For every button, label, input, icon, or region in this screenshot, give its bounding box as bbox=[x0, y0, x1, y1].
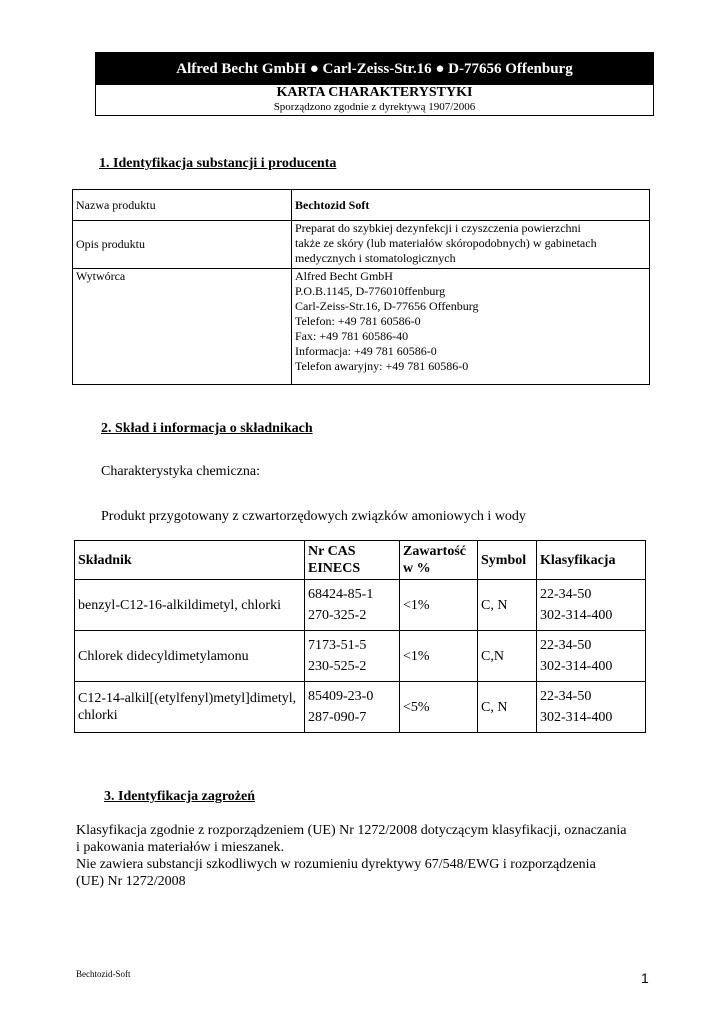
symbol-cell: C, N bbox=[478, 580, 537, 631]
classification-cell bbox=[537, 580, 646, 631]
product-name-value: Bechtozid Soft bbox=[292, 190, 650, 221]
cas-cell bbox=[305, 631, 400, 682]
component-cell: Chlorek didecyldimetylamonu bbox=[75, 631, 305, 682]
classification-line: 302-314-400 bbox=[540, 659, 613, 674]
table-row bbox=[73, 269, 650, 385]
cas-number: 85409-23-0 bbox=[308, 689, 374, 704]
manufacturer-line: Informacja: +49 781 60586-0 bbox=[295, 344, 437, 358]
manufacturer-value bbox=[292, 269, 650, 385]
document-header bbox=[95, 52, 654, 116]
table-header-row bbox=[75, 541, 646, 580]
hazard-identification-text bbox=[76, 822, 676, 890]
product-description-label: Opis produktu bbox=[73, 221, 292, 269]
symbol-cell: C,N bbox=[478, 631, 537, 682]
classification-cell bbox=[537, 682, 646, 733]
header-title: KARTA CHARAKTERYSTYKI bbox=[276, 85, 473, 100]
section-2-title: 2. Skład i informacja o składnikach bbox=[101, 421, 313, 436]
hazard-line: i pakowania materiałów i mieszanek. bbox=[76, 840, 284, 855]
hazard-line: (UE) Nr 1272/2008 bbox=[76, 874, 186, 889]
einecs-number: 230-525-2 bbox=[308, 659, 367, 674]
header-content-unit: w % bbox=[403, 561, 431, 576]
classification-line: 22-34-50 bbox=[540, 587, 592, 602]
hazard-line: Nie zawiera substancji szkodliwych w rozumieniu dyrektywy 67/548/EWG i rozporządzenia bbox=[76, 857, 596, 872]
section-1-title: 1. Identyfikacja substancji i producenta bbox=[99, 156, 337, 171]
header-classification: Klasyfikacja bbox=[537, 541, 646, 580]
header-content bbox=[400, 541, 478, 580]
table-row bbox=[75, 631, 646, 682]
classification-line: 302-314-400 bbox=[540, 710, 613, 725]
cas-cell bbox=[305, 580, 400, 631]
description-line: także ze skóry (lub materiałów skóropodobnych) w gabinetach bbox=[295, 236, 597, 250]
page-number: 1 bbox=[641, 970, 649, 986]
product-identification-table bbox=[72, 189, 650, 385]
header-cas-line: Nr CAS bbox=[308, 544, 356, 559]
manufacturer-line: Fax: +49 781 60586-40 bbox=[295, 329, 409, 343]
composition-description: Produkt przygotowany z czwartorzędowych związków amoniowych i wody bbox=[101, 509, 526, 524]
header-einecs-line: EINECS bbox=[308, 561, 361, 576]
manufacturer-line: Telefon: +49 781 60586-0 bbox=[295, 314, 421, 328]
table-row bbox=[73, 190, 650, 221]
classification-line: 22-34-50 bbox=[540, 689, 592, 704]
header-cas bbox=[305, 541, 400, 580]
header-content-line: Zawartość bbox=[403, 544, 466, 559]
composition-table bbox=[74, 540, 646, 733]
table-row bbox=[75, 682, 646, 733]
hazard-line: Klasyfikacja zgodnie z rozporządzeniem (UE) Nr 1272/2008 dotyczącym klasyfikacji, oznaczania bbox=[76, 823, 627, 838]
manufacturer-line: P.O.B.1145, D-776010ffenburg bbox=[295, 284, 446, 298]
footer-product-name: Bechtozid-Soft bbox=[76, 969, 131, 979]
header-component: Składnik bbox=[75, 541, 305, 580]
cas-cell bbox=[305, 682, 400, 733]
table-row bbox=[73, 221, 650, 269]
manufacturer-line: Carl-Zeiss-Str.16, D-77656 Offenburg bbox=[295, 299, 479, 313]
table-row bbox=[75, 580, 646, 631]
cas-number: 7173-51-5 bbox=[308, 638, 367, 653]
header-symbol: Symbol bbox=[478, 541, 537, 580]
header-company-bar: Alfred Becht GmbH ● Carl-Zeiss-Str.16 ● D-77656 Offenburg bbox=[96, 53, 653, 85]
description-line: Preparat do szybkiej dezynfekcji i czyszczenia powierzchni bbox=[295, 221, 581, 235]
classification-line: 22-34-50 bbox=[540, 638, 592, 653]
manufacturer-line: Telefon awaryjny: +49 781 60586-0 bbox=[295, 359, 469, 373]
manufacturer-line: Alfred Becht GmbH bbox=[295, 269, 393, 283]
chemical-characteristics-label: Charakterystyka chemiczna: bbox=[101, 464, 260, 479]
classification-line: 302-314-400 bbox=[540, 608, 613, 623]
product-description-value bbox=[292, 221, 650, 269]
einecs-number: 287-090-7 bbox=[308, 710, 367, 725]
classification-cell bbox=[537, 631, 646, 682]
header-subtitle: Sporządzono zgodnie z dyrektywą 1907/2006 bbox=[273, 101, 476, 113]
content-cell: <1% bbox=[400, 631, 478, 682]
component-cell: C12-14-alkil[(etylfenyl)metyl]dimetyl, chlorki bbox=[75, 682, 305, 733]
symbol-cell: C, N bbox=[478, 682, 537, 733]
component-cell: benzyl-C12-16-alkildimetyl, chlorki bbox=[75, 580, 305, 631]
content-cell: <5% bbox=[400, 682, 478, 733]
cas-number: 68424-85-1 bbox=[308, 587, 374, 602]
section-3-title: 3. Identyfikacja zagrożeń bbox=[104, 789, 255, 804]
content-cell: <1% bbox=[400, 580, 478, 631]
product-name-label: Nazwa produktu bbox=[73, 190, 292, 221]
manufacturer-label: Wytwórca bbox=[73, 269, 292, 385]
einecs-number: 270-325-2 bbox=[308, 608, 367, 623]
description-line: medycznych i stomatologicznych bbox=[295, 251, 456, 265]
